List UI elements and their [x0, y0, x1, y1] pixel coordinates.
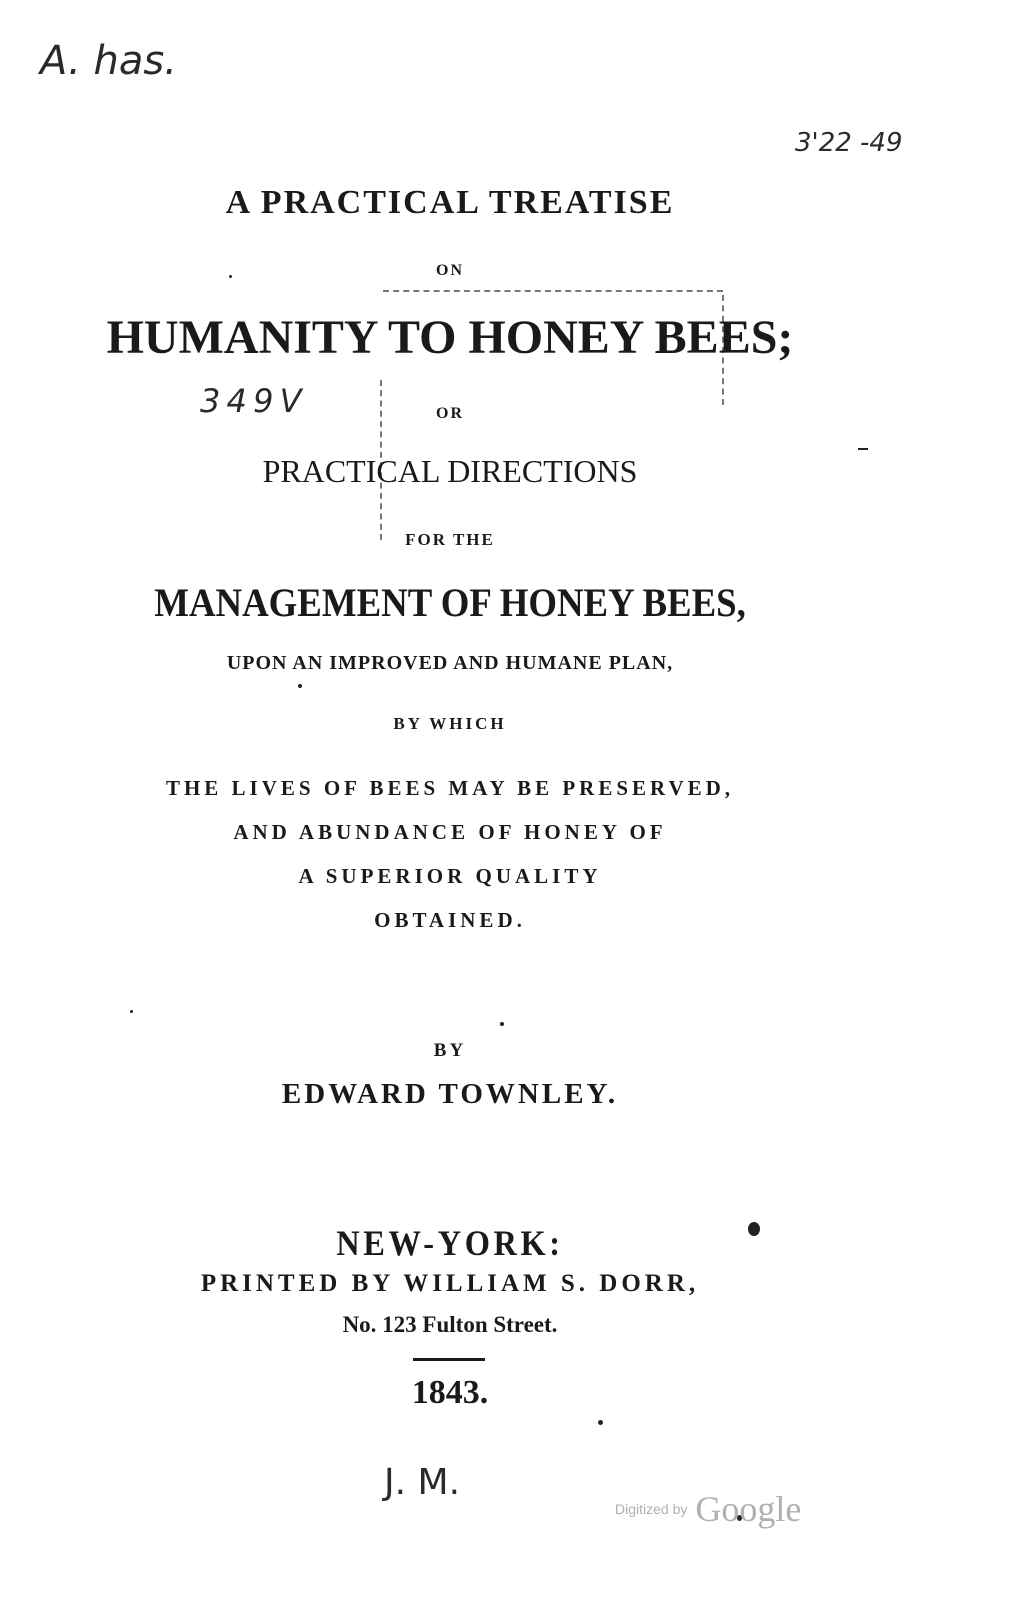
ink-speck — [130, 1010, 133, 1013]
main-title: HUMANITY TO HONEY BEES; — [106, 311, 794, 364]
handwritten-note-mid-left: 3 4 9 V — [200, 382, 300, 420]
ink-speck — [598, 1420, 603, 1425]
author-name: EDWARD TOWNLEY. — [281, 1078, 619, 1110]
title-line-lives: THE LIVES OF BEES MAY BE PRESERVED, — [165, 776, 735, 800]
imprint-printer: PRINTED BY WILLIAM S. DORR, — [200, 1270, 700, 1297]
title-line-1: A PRACTICAL TREATISE — [225, 184, 675, 221]
title-line-upon: UPON AN IMPROVED AND HUMANE PLAN, — [226, 652, 674, 674]
title-line-superior: A SUPERIOR QUALITY — [298, 864, 602, 888]
title-line-obtained: OBTAINED. — [374, 908, 526, 932]
author-by: BY — [433, 1040, 467, 1061]
handwritten-note-bottom: J. M. — [384, 1462, 461, 1503]
imprint-year: 1843. — [411, 1374, 489, 1411]
ink-speck — [298, 684, 302, 688]
handwritten-note-top-right: 3'22 -49 — [795, 128, 903, 158]
imprint-city: NEW-YORK: — [336, 1223, 564, 1263]
imprint-address: No. 123 Fulton Street. — [342, 1312, 558, 1337]
google-logo: Google — [695, 1489, 802, 1529]
watermark-prefix: Digitized by — [615, 1501, 688, 1517]
subtitle-practical-directions: PRACTICAL DIRECTIONS — [262, 453, 638, 489]
title-line-or: OR — [436, 405, 464, 422]
library-stamp-top — [383, 290, 723, 292]
ink-speck — [858, 448, 868, 450]
subtitle-management: MANAGEMENT OF HONEY BEES, — [154, 580, 746, 625]
title-line-for-the: FOR THE — [405, 530, 495, 549]
ink-speck — [500, 1022, 504, 1026]
title-line-by-which: BY WHICH — [393, 714, 507, 733]
digitized-by-google-watermark — [615, 1488, 801, 1530]
title-line-2: ON — [436, 262, 464, 279]
handwritten-note-top-left: A. has. — [40, 38, 177, 84]
title-line-abundance: AND ABUNDANCE OF HONEY OF — [233, 820, 667, 844]
divider-rule — [413, 1358, 485, 1361]
